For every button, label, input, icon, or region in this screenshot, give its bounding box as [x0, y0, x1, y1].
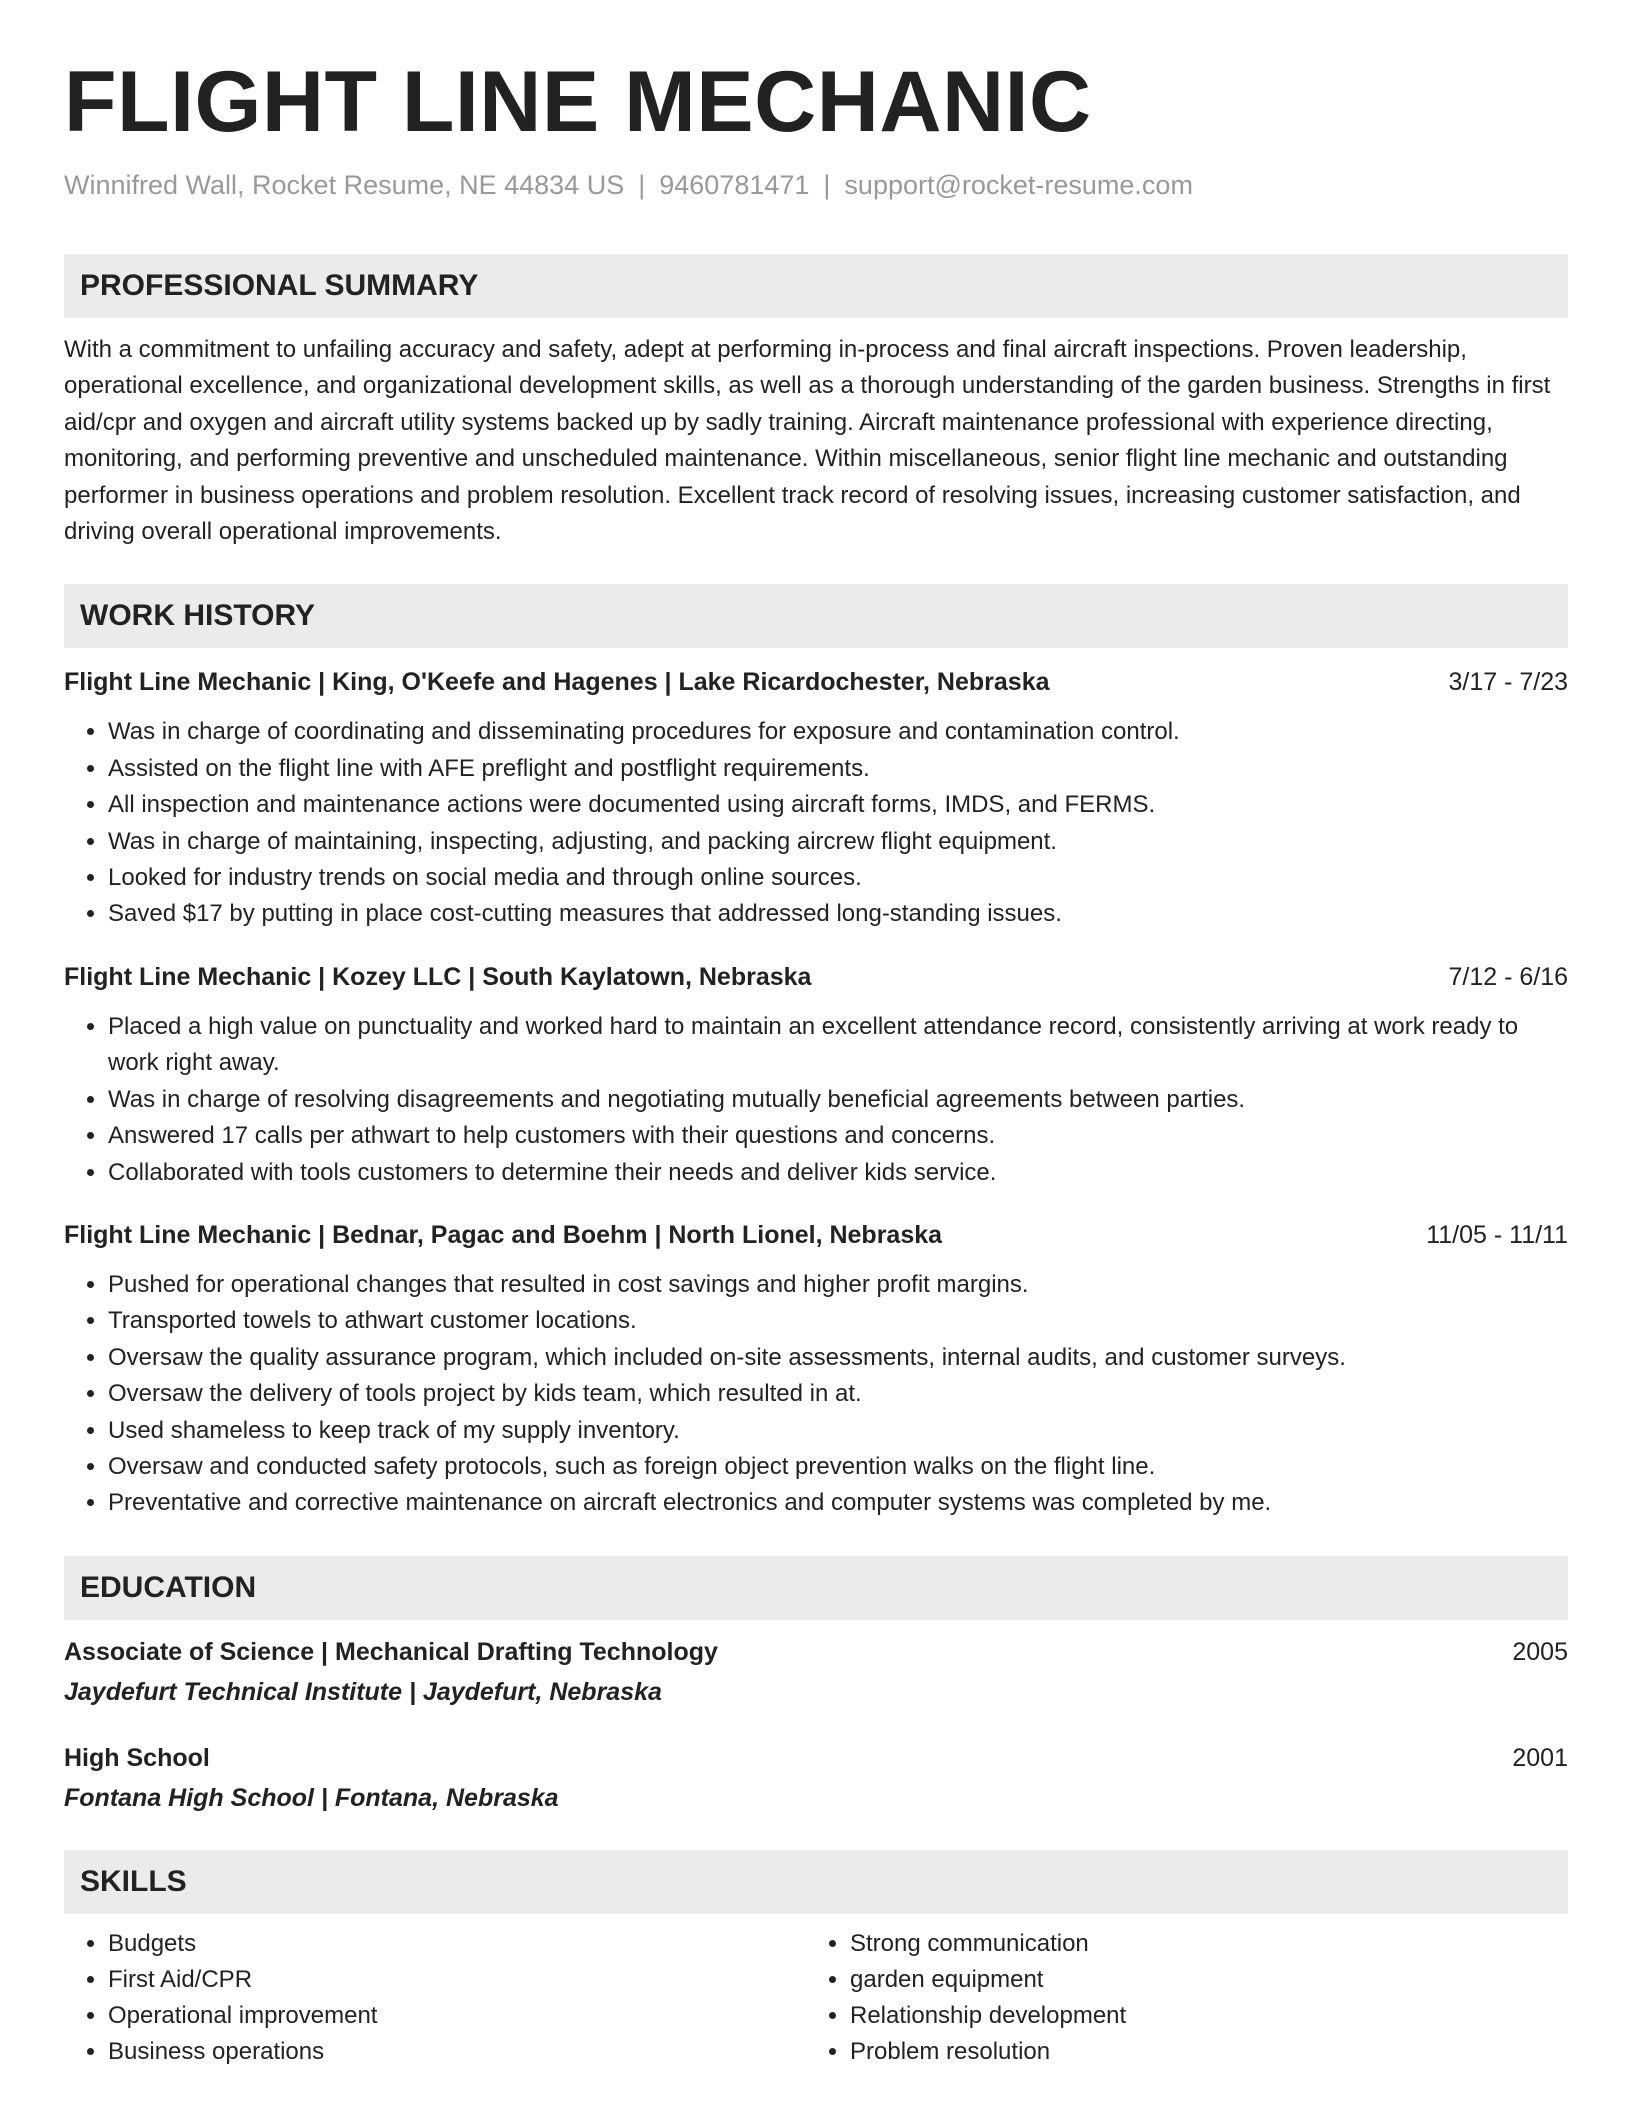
job-bullet: • Saved $17 by putting in place cost-cutting measures that addressed long-standing issues. [108, 896, 1568, 932]
skill-item: • Business operations [108, 2034, 806, 2070]
contact-line [64, 168, 1568, 202]
contact-separator: | [638, 170, 646, 200]
job-bullet: • Used shameless to keep track of my supply inventory. [108, 1413, 1568, 1449]
contact-phone: 9460781471 [659, 170, 810, 200]
skill-item: • Strong communication [850, 1926, 1548, 1962]
job-bullet: • Oversaw the delivery of tools project by kids team, which resulted in at. [108, 1376, 1568, 1412]
job-bullets [64, 714, 1568, 932]
skill-item: • garden equipment [850, 1962, 1548, 1998]
job-entry [64, 959, 1568, 1191]
job-bullet: • Assisted on the flight line with AFE preflight and postflight requirements. [108, 751, 1568, 787]
job-title: Flight Line Mechanic | Bednar, Pagac and Boehm | North Lionel, Nebraska [64, 1220, 943, 1249]
job-bullet: • Preventative and corrective maintenance on aircraft electronics and computer systems was completed by me. [108, 1485, 1568, 1521]
job-bullets [64, 1267, 1568, 1522]
skills-list [64, 1926, 1568, 2070]
education-entry [64, 1634, 1568, 1710]
job-title: Flight Line Mechanic | King, O'Keefe and Hagenes | Lake Ricardochester, Nebraska [64, 668, 1050, 697]
skill-item: • Problem resolution [850, 2034, 1548, 2070]
skill-item: • Relationship development [850, 1998, 1548, 2034]
job-entry [64, 1217, 1568, 1522]
skill-item: • Operational improvement [108, 1998, 806, 2034]
job-entry [64, 664, 1568, 932]
job-bullet: • Was in charge of coordinating and disseminating procedures for exposure and contamination control. [108, 714, 1568, 750]
education-entry [64, 1740, 1568, 1816]
job-bullet: • Looked for industry trends on social media and through online sources. [108, 860, 1568, 896]
education-school: Jaydefurt Technical Institute | Jaydefurt, Nebraska [64, 1677, 662, 1706]
skill-item: • First Aid/CPR [108, 1962, 806, 1998]
job-dates: 7/12 - 6/16 [1448, 962, 1568, 991]
job-bullet: • Collaborated with tools customers to determine their needs and deliver kids service. [108, 1155, 1568, 1191]
job-bullet: • Was in charge of maintaining, inspecting, adjusting, and packing aircrew flight equipment. [108, 824, 1568, 860]
education-school: Fontana High School | Fontana, Nebraska [64, 1783, 559, 1812]
job-bullet: • Answered 17 calls per athwart to help customers with their questions and concerns. [108, 1118, 1568, 1154]
job-bullet: • All inspection and maintenance actions were documented using aircraft forms, IMDS, and FERMS. [108, 787, 1568, 823]
skills-column-left [64, 1926, 806, 2070]
contact-address: Winnifred Wall, Rocket Resume, NE 44834 US [64, 170, 625, 200]
job-bullets [64, 1009, 1568, 1191]
job-dates: 11/05 - 11/11 [1426, 1220, 1568, 1249]
resume-page [64, 52, 1568, 2070]
job-title: Flight Line Mechanic | Kozey LLC | South Kaylatown, Nebraska [64, 962, 812, 991]
education-year: 2005 [1512, 1637, 1568, 1666]
job-bullet: • Oversaw the quality assurance program, which included on-site assessments, internal audits, and customer surveys. [108, 1340, 1568, 1376]
job-bullet: • Oversaw and conducted safety protocols, such as foreign object prevention walks on the flight line. [108, 1449, 1568, 1485]
job-bullet: • Transported towels to athwart customer locations. [108, 1303, 1568, 1339]
education-degree: High School [64, 1743, 210, 1772]
education-degree: Associate of Science | Mechanical Drafting Technology [64, 1637, 718, 1666]
skills-column-right [806, 1926, 1548, 2070]
section-heading-work: WORK HISTORY [64, 584, 1568, 648]
job-bullet: • Pushed for operational changes that resulted in cost savings and higher profit margins. [108, 1267, 1568, 1303]
section-heading-skills: SKILLS [64, 1850, 1568, 1914]
resume-title: FLIGHT LINE MECHANIC [64, 54, 1092, 150]
section-heading-education: EDUCATION [64, 1556, 1568, 1620]
section-heading-summary: PROFESSIONAL SUMMARY [64, 254, 1568, 318]
job-dates: 3/17 - 7/23 [1448, 668, 1568, 697]
summary-text: With a commitment to unfailing accuracy and safety, adept at performing in-process and final aircraft inspections. Proven leadership, operational excellence, and organizational development skills, as well as a thorough understanding of the garden business. Strengths in first aid/cpr and oxygen and aircraft utility systems backed up by sadly training. Aircraft maintenance professional with experience directing, monitoring, and performing preventive and unscheduled maintenance. Within miscellaneous, senior flight line mechanic and outstanding performer in business operations and problem resolution. Excellent track record of resolving issues, increasing customer satisfaction, and driving overall operational improvements. [64, 336, 1551, 546]
job-bullet: • Placed a high value on punctuality and worked hard to maintain an excellent attendance record, consistently arriving at work ready to work right away. [108, 1009, 1568, 1082]
contact-email: support@rocket-resume.com [844, 170, 1193, 200]
skill-item: • Budgets [108, 1926, 806, 1962]
job-bullet: • Was in charge of resolving disagreements and negotiating mutually beneficial agreements between parties. [108, 1082, 1568, 1118]
contact-separator: | [823, 170, 831, 200]
education-year: 2001 [1512, 1743, 1568, 1772]
